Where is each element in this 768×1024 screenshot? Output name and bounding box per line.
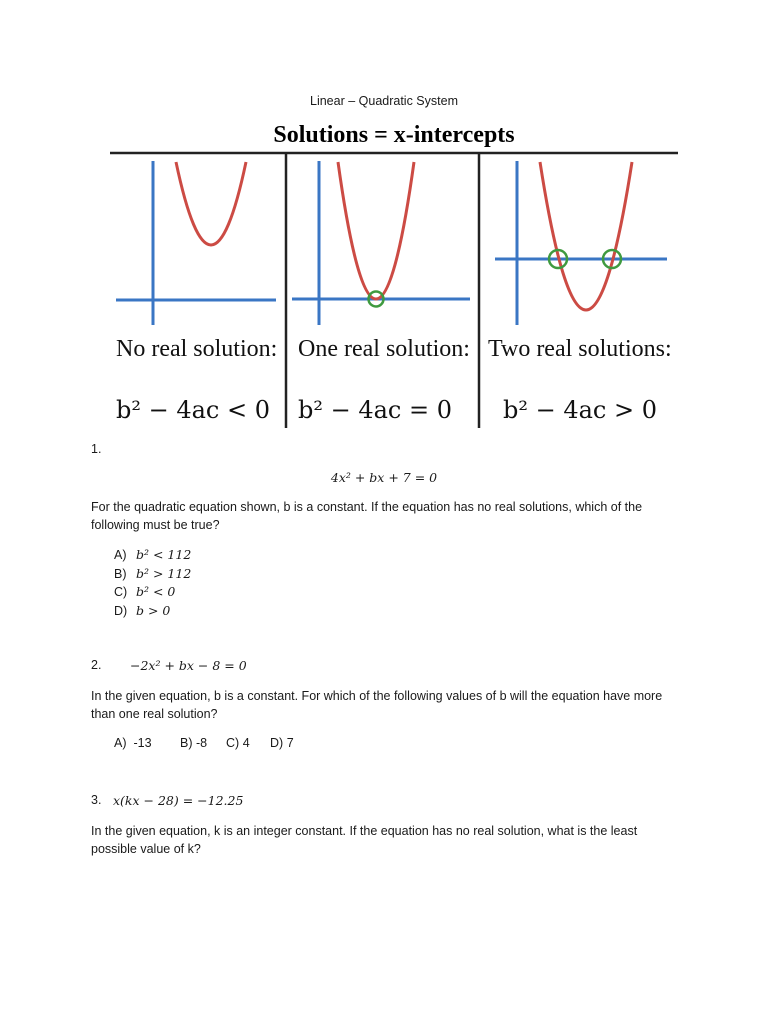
question-equation: 4x² + bx + 7 = 0 bbox=[330, 470, 438, 485]
choice-letter: B) bbox=[114, 567, 127, 581]
panel-no-solution bbox=[116, 161, 277, 424]
choice-text: -8 bbox=[195, 736, 208, 750]
answer-choice bbox=[226, 736, 250, 750]
choice-letter: D) bbox=[114, 604, 128, 618]
parabola-curve bbox=[338, 162, 414, 299]
panel-two-solutions bbox=[488, 161, 672, 424]
figure-heading: Solutions = x-intercepts bbox=[273, 122, 515, 148]
choice-letter: B) bbox=[180, 736, 193, 750]
choice-letter: A) bbox=[114, 548, 127, 562]
panel-label: Two real solutions: bbox=[488, 336, 672, 362]
answer-choice bbox=[270, 736, 294, 750]
question-text: For the quadratic equation shown, b is a constant. If the equation has no real solutions, which of the bbox=[91, 500, 643, 514]
choice-text: b > 0 bbox=[136, 603, 171, 618]
choice-text: b² < 112 bbox=[136, 547, 192, 562]
question-number: 3. bbox=[91, 793, 102, 807]
document-title: Linear – Quadratic System bbox=[310, 94, 458, 108]
panel-condition: b² − 4ac > 0 bbox=[503, 396, 658, 424]
choice-text: 7 bbox=[286, 736, 294, 750]
answer-choice bbox=[114, 736, 152, 750]
answer-choice bbox=[114, 565, 191, 583]
choice-letter: C) bbox=[226, 736, 240, 750]
parabola-curve bbox=[540, 162, 632, 310]
parabola-curve bbox=[176, 162, 246, 245]
panel-label: One real solution: bbox=[298, 336, 470, 362]
solutions-figure bbox=[108, 118, 680, 430]
question-number: 2. bbox=[91, 658, 102, 672]
question-text: In the given equation, b is a constant. For which of the following values of b will the equation have more bbox=[91, 689, 663, 703]
answer-choice bbox=[114, 602, 170, 620]
answer-choice bbox=[114, 546, 191, 564]
panel-one-solution bbox=[292, 161, 470, 424]
choice-letter: D) bbox=[270, 736, 284, 750]
choice-text: 4 bbox=[242, 736, 250, 750]
question-text: following must be true? bbox=[91, 518, 220, 532]
question-text: In the given equation, k is an integer constant. If the equation has no real solution, what is the least bbox=[91, 824, 638, 838]
choice-text: -13 bbox=[133, 736, 152, 750]
question-equation: −2x² + bx − 8 = 0 bbox=[130, 658, 247, 673]
question-text: than one real solution? bbox=[91, 707, 218, 721]
answer-choice bbox=[180, 736, 207, 750]
choice-letter: A) bbox=[114, 736, 127, 750]
question-number: 1. bbox=[91, 442, 102, 456]
question-text: possible value of k? bbox=[91, 842, 201, 856]
choice-text: b² < 0 bbox=[136, 584, 176, 599]
answer-choice bbox=[114, 583, 175, 601]
panel-label: No real solution: bbox=[116, 336, 278, 362]
panel-condition: b² − 4ac = 0 bbox=[298, 396, 453, 424]
choice-text: b² > 112 bbox=[136, 566, 192, 581]
panel-condition: b² − 4ac < 0 bbox=[116, 396, 271, 424]
question-equation: x(kx − 28) = −12.25 bbox=[113, 793, 244, 808]
choice-letter: C) bbox=[114, 585, 128, 599]
